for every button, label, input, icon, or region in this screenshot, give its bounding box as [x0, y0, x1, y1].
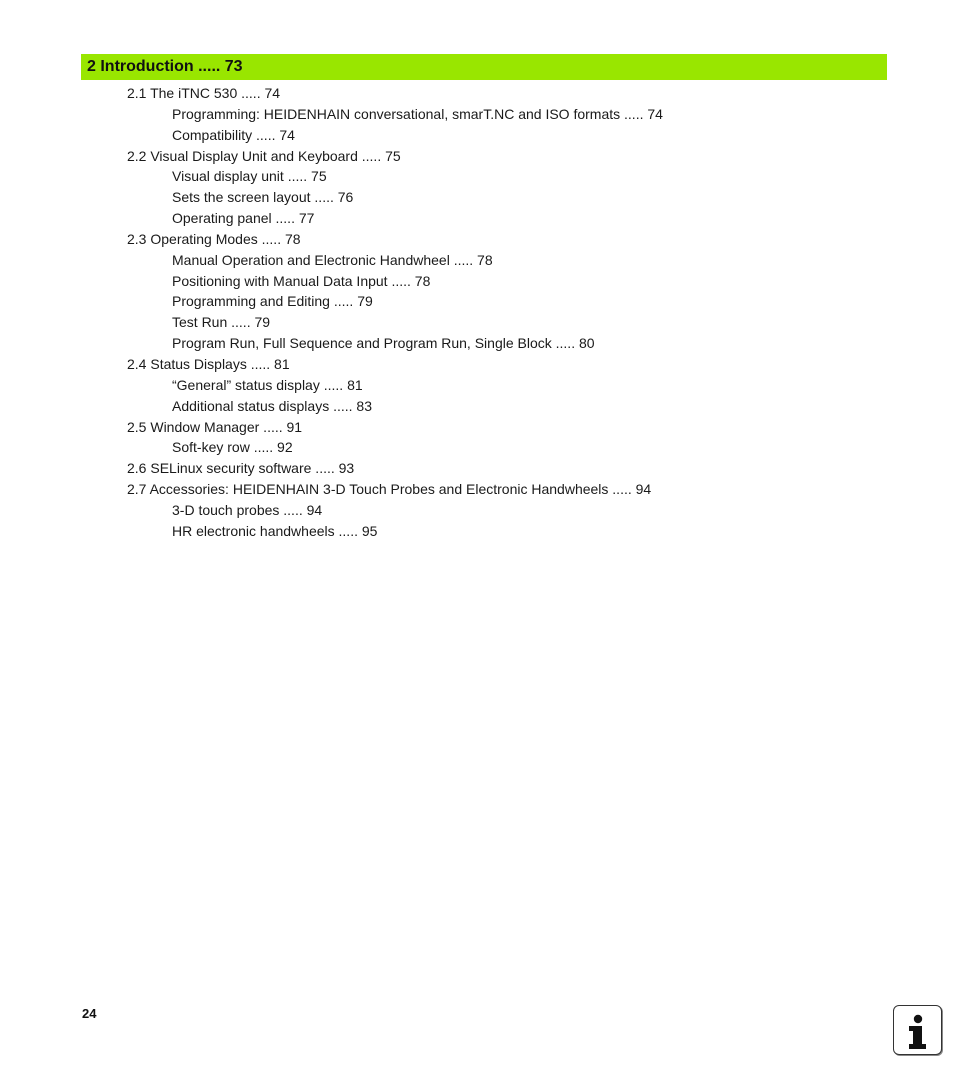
toc-subsection-entry[interactable]: Operating panel ..... 77 — [172, 210, 315, 227]
page-number: 24 — [82, 1006, 97, 1021]
chapter-header-bar — [81, 54, 887, 80]
toc-section-entry[interactable]: 2.3 Operating Modes ..... 78 — [127, 230, 301, 247]
toc-subsection-entry[interactable]: Sets the screen layout ..... 76 — [172, 189, 354, 206]
toc-subsection-entry[interactable]: Additional status displays ..... 83 — [172, 397, 372, 414]
chapter-title[interactable]: 2 Introduction ..... 73 — [87, 58, 243, 75]
toc-subsection-entry[interactable]: 3-D touch probes ..... 94 — [172, 501, 323, 518]
toc-section-entry[interactable]: 2.1 The iTNC 530 ..... 74 — [127, 85, 281, 101]
toc-section-entry[interactable]: 2.4 Status Displays ..... 81 — [127, 355, 290, 372]
toc-subsection-entry[interactable]: Test Run ..... 79 — [172, 314, 271, 331]
toc-subsection-entry[interactable]: Positioning with Manual Data Input ..... 78 — [172, 272, 431, 289]
toc-subsection-entry[interactable]: Visual display unit ..... 75 — [172, 168, 327, 185]
toc-section-entry[interactable]: 2.6 SELinux security software ..... 93 — [127, 460, 355, 477]
toc-subsection-entry[interactable]: HR electronic handwheels ..... 95 — [172, 522, 378, 539]
toc-subsection-entry[interactable]: Programming and Editing ..... 79 — [172, 293, 373, 310]
info-icon[interactable] — [893, 1005, 942, 1055]
info-icon-glyph — [894, 1006, 940, 1053]
table-of-contents — [0, 83, 954, 542]
toc-subsection-entry[interactable]: Manual Operation and Electronic Handwheel ..... 78 — [172, 251, 493, 268]
toc-section-entry[interactable]: 2.5 Window Manager ..... 91 — [127, 418, 303, 435]
toc-section-entry[interactable]: 2.7 Accessories: HEIDENHAIN 3-D Touch Probes and Electronic Handwheels ..... 94 — [127, 481, 652, 498]
toc-section-entry[interactable]: 2.2 Visual Display Unit and Keyboard ..... 75 — [127, 147, 401, 164]
toc-subsection-entry[interactable]: “General” status display ..... 81 — [172, 376, 363, 393]
toc-subsection-entry[interactable]: Programming: HEIDENHAIN conversational, smarT.NC and ISO formats ..... 74 — [172, 105, 663, 122]
toc-subsection-entry[interactable]: Compatibility ..... 74 — [172, 126, 295, 143]
toc-subsection-entry[interactable]: Program Run, Full Sequence and Program Run, Single Block ..... 80 — [172, 335, 595, 352]
toc-subsection-entry[interactable]: Soft-key row ..... 92 — [172, 439, 293, 456]
